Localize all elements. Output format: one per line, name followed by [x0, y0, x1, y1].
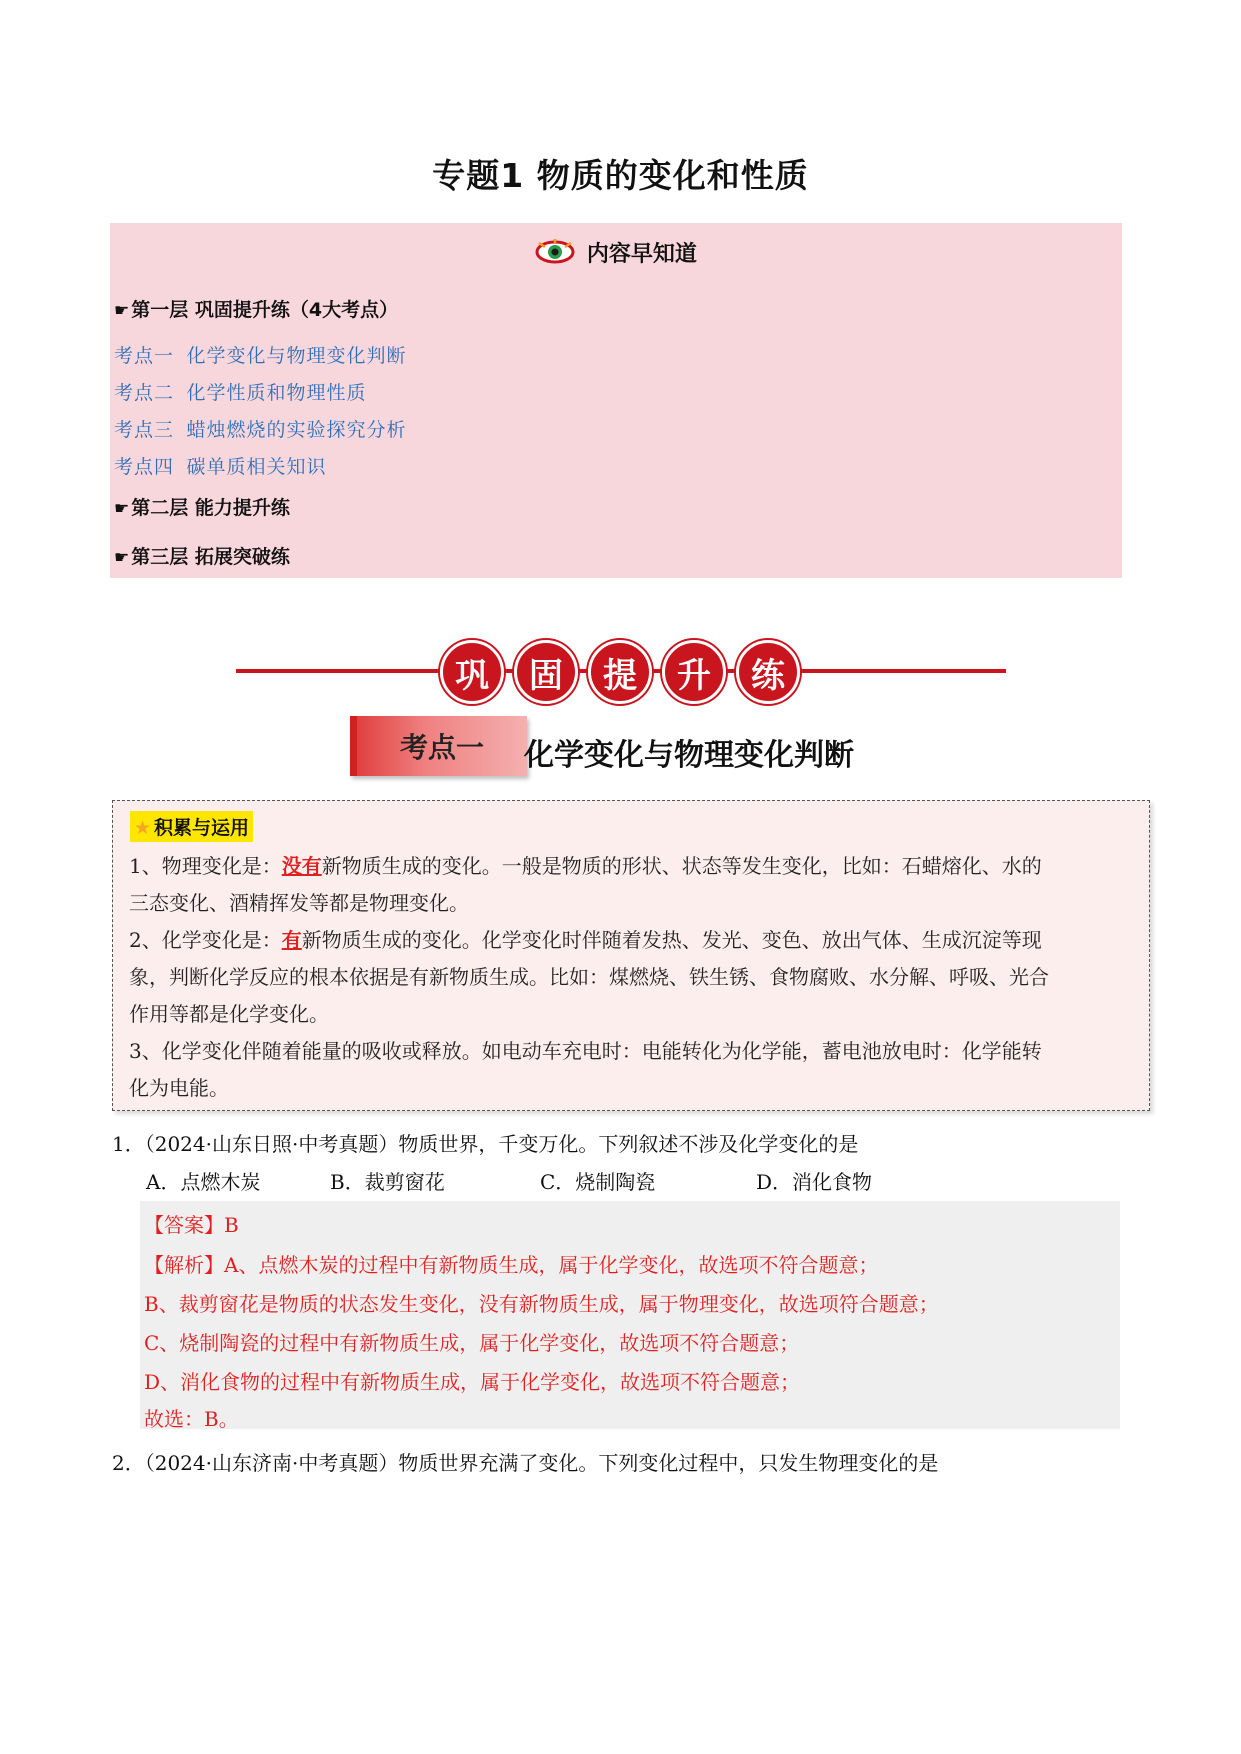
- question-2-stem: 2．（2024·山东济南·中考真题）物质世界充满了变化。下列变化过程中，只发生物理变化的是: [112, 1451, 939, 1475]
- toc-layer-2-label: 第二层 能力提升练: [131, 497, 290, 519]
- q1-option-d[interactable]: D．消化食物: [756, 1170, 873, 1194]
- pointing-hand-icon: ☛: [114, 499, 130, 519]
- analysis-line: 故选：B。: [144, 1407, 239, 1431]
- toc-point-3[interactable]: 考点三 蜡烛燃烧的实验探究分析: [114, 419, 407, 441]
- knowledge-line: 化为电能。: [129, 1076, 229, 1100]
- knowledge-line: 象，判断化学反应的根本依据是有新物质生成。比如：煤燃烧、铁生锈、食物腐败、水分解、呼吸、光合: [129, 965, 1049, 989]
- toc-layer-1-label: 第一层 巩固提升练（4大考点）: [131, 299, 399, 321]
- knowledge-text: 1、物理变化是：: [129, 854, 282, 878]
- knowledge-line: [129, 927, 1042, 953]
- pointing-hand-icon: ☛: [114, 548, 130, 568]
- pointing-hand-icon: ☛: [114, 301, 130, 321]
- toc-point-2[interactable]: 考点二 化学性质和物理性质: [114, 382, 367, 404]
- knowledge-keyword: 有: [281, 928, 302, 952]
- toc-box: [110, 223, 1122, 578]
- banner-char: 提: [588, 640, 652, 704]
- point-badge: [350, 716, 527, 776]
- toc-heading: [110, 237, 1122, 271]
- toc-point-1[interactable]: 考点一 化学变化与物理变化判断: [114, 345, 407, 367]
- point-badge-label: 考点一: [399, 731, 484, 764]
- banner-char: 巩: [440, 640, 504, 704]
- analysis-line: B、裁剪窗花是物质的状态发生变化，没有新物质生成，属于物理变化，故选项符合题意；: [144, 1292, 939, 1316]
- toc-heading-label: 内容早知道: [586, 242, 697, 267]
- analysis-line: D、消化食物的过程中有新物质生成，属于化学变化，故选项不符合题意；: [144, 1370, 801, 1394]
- banner-char: 固: [514, 640, 578, 704]
- toc-layer-2[interactable]: [114, 493, 290, 520]
- analysis-line: 【解析】A、点燃木炭的过程中有新物质生成，属于化学变化，故选项不符合题意；: [144, 1253, 879, 1277]
- point-title: 化学变化与物理变化判断: [524, 738, 854, 773]
- question-1-stem: 1．（2024·山东日照·中考真题）物质世界，千变万化。下列叙述不涉及化学变化的是: [112, 1132, 859, 1156]
- knowledge-line: 3、化学变化伴随着能量的吸收或释放。如电动车充电时：电能转化为化学能，蓄电池放电时：化学能转: [129, 1039, 1042, 1063]
- toc-point-4[interactable]: 考点四 碳单质相关知识: [114, 456, 327, 478]
- answer-label: 【答案】B: [144, 1213, 239, 1237]
- knowledge-text: 2、化学变化是：: [129, 928, 282, 952]
- toc-layer-3-label: 第三层 拓展突破练: [131, 546, 290, 568]
- section-banner: [440, 640, 800, 704]
- banner-char: 练: [736, 640, 800, 704]
- analysis-line: C、烧制陶瓷的过程中有新物质生成，属于化学变化，故选项不符合题意；: [144, 1331, 800, 1355]
- knowledge-line: 三态变化、酒精挥发等都是物理变化。: [129, 891, 469, 915]
- knowledge-line: 作用等都是化学变化。: [129, 1002, 329, 1026]
- q1-option-a[interactable]: A．点燃木炭: [146, 1170, 261, 1194]
- knowledge-tag: [130, 811, 253, 842]
- q1-option-b[interactable]: B．裁剪窗花: [330, 1170, 445, 1194]
- knowledge-tag-label: 积累与运用: [154, 817, 250, 839]
- toc-layer-1[interactable]: [114, 295, 398, 322]
- star-icon: ★: [134, 817, 152, 839]
- document-title: 专题1 物质的变化和性质: [432, 156, 809, 195]
- answer-box: [140, 1201, 1120, 1429]
- toc-layer-3[interactable]: [114, 542, 290, 569]
- q1-option-c[interactable]: C．烧制陶瓷: [540, 1170, 656, 1194]
- knowledge-line: [129, 853, 1042, 879]
- knowledge-keyword: 没有: [281, 854, 322, 878]
- knowledge-text: 新物质生成的变化。一般是物质的形状、状态等发生变化，比如：石蜡熔化、水的: [321, 854, 1042, 878]
- knowledge-text: 新物质生成的变化。化学变化时伴随着发热、发光、变色、放出气体、生成沉淀等现: [301, 928, 1042, 952]
- knowledge-box: [112, 800, 1150, 1111]
- eye-icon: [535, 239, 575, 271]
- banner-char: 升: [662, 640, 726, 704]
